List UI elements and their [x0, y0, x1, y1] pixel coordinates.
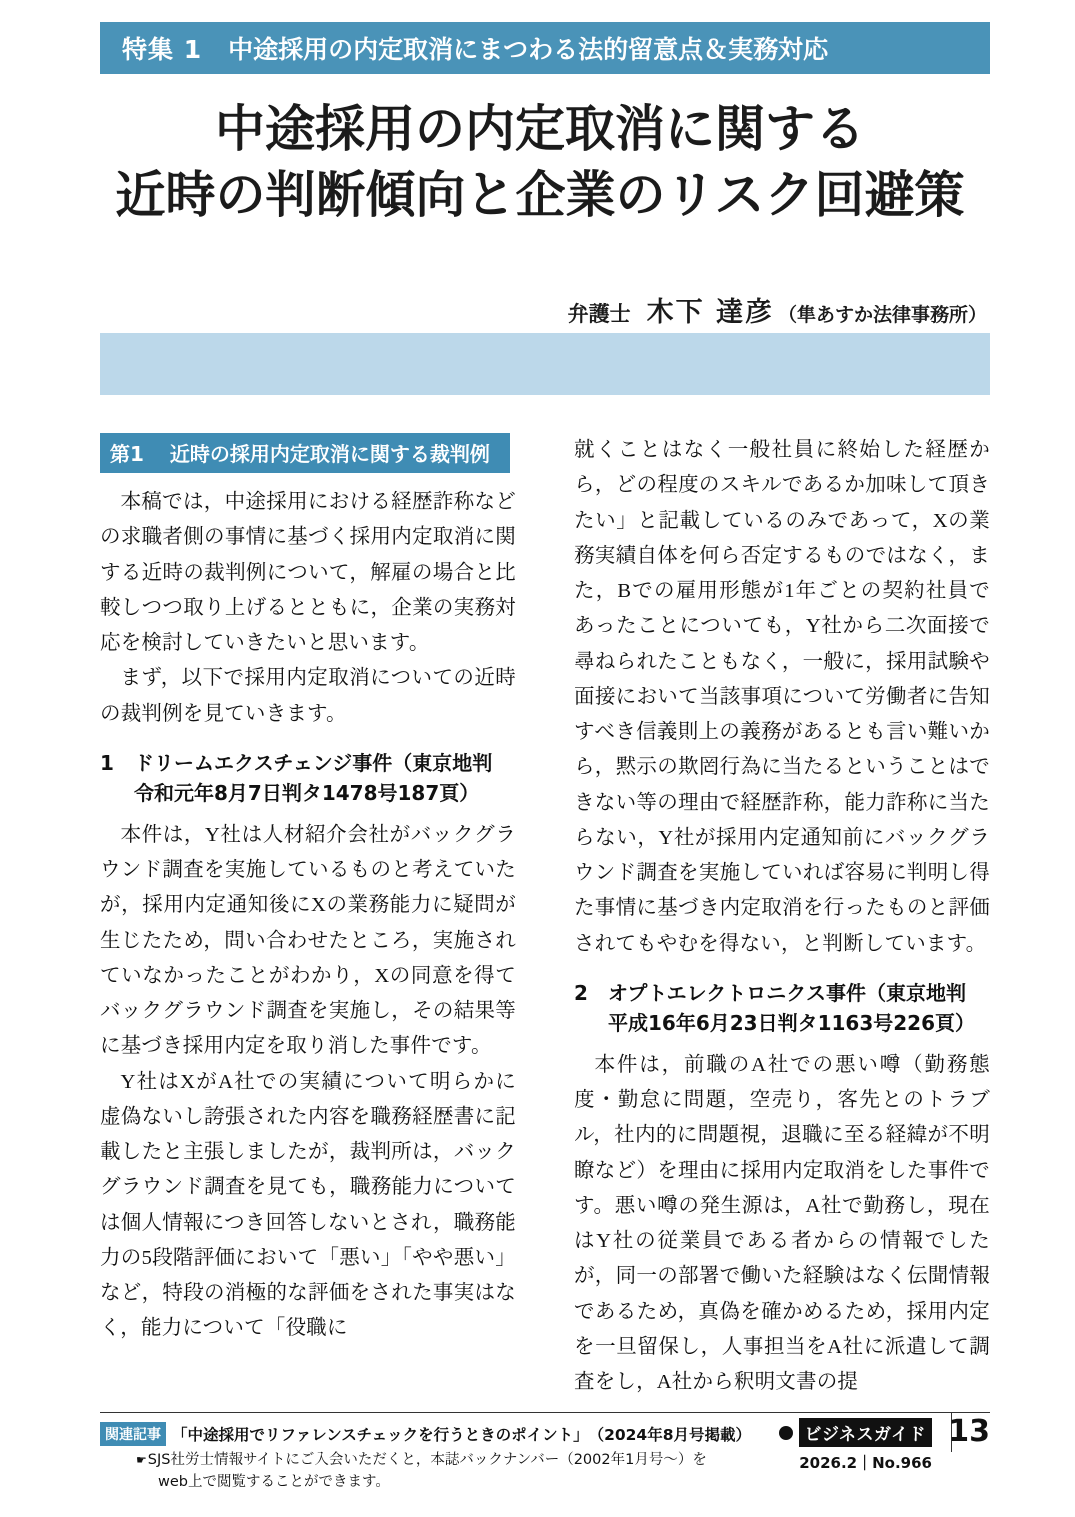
author-byline [568, 290, 987, 329]
article-title-line-1: 中途採用の内定取消に関する [215, 100, 865, 158]
paragraph: まず，以下で採用内定取消についての近時の裁判例を見ていきます。 [100, 667, 516, 725]
right-column [574, 433, 990, 1393]
subsection-title [134, 748, 516, 808]
author-name: 木下 達彦 [646, 297, 774, 328]
paragraph: 本件は，Y社は人材紹介会社がバックグラウンド調査を実施しているものと考えていたが，採用内定通知後にXの業務能力に疑問が生じたため，問い合わせたところ，実施されていなかったことがわかり，Xの同意を得てバックグラウンド調査を実施し，その結果等に基づき採用内定を取り消した事件です。 [100, 823, 516, 1058]
subsection-title-line-1: オプトエレクトロニクス事件（東京地判 [608, 980, 966, 1005]
related-article-row [100, 1422, 751, 1446]
subsection-heading-1 [100, 748, 516, 808]
feature-header-band [100, 22, 990, 74]
paragraph: 本件は，前職のA社での悪い噂（勤務態度・勤怠に問題，空売り，客先とのトラブル，社内的に問題視，退職に至る経緯が不明瞭など）を理由に採用内定取消をした事件です。悪い噂の発生源は，A社で勤務し，現在はY社の従業員である者からの情報でしたが，同一の部署で働いた経験はなく伝聞情報であるため，真偽を確かめるため，採用内定を一旦留保し，人事担当をA社に派遣して調査をし，A社から釈明文書の提 [574, 1053, 990, 1393]
paragraph: 本稿では，中途採用における経歴詐称などの求職者側の事情に基づく採用内定取消に関する近時の裁判例について，解雇の場合と比較しつつ取り上げるとともに，企業の実務対応を検討していきたいと思います。 [100, 491, 516, 654]
subsection-title [608, 978, 990, 1038]
related-article-badge: 関連記事 [100, 1422, 166, 1446]
article-title [60, 96, 1020, 228]
section-number: 第1 [110, 442, 144, 466]
magazine-brand [779, 1418, 932, 1447]
subsection-heading-2 [574, 978, 990, 1038]
subsection-title-line-1: ドリームエクスチェンジ事件（東京地判 [134, 750, 493, 775]
page-number: 13 [948, 1414, 990, 1449]
article-body [100, 433, 990, 1393]
subsection-number: 2 [574, 980, 588, 1005]
section-title: 近時の採用内定取消に関する裁判例 [169, 442, 490, 466]
footer-divider [100, 1412, 990, 1413]
brand-dot-icon [779, 1426, 793, 1440]
subscription-note-line-2: web上で閲覧することができます。 [158, 1473, 390, 1490]
lead-color-band [100, 333, 990, 395]
paragraph: 就くことはなく一般社員に終始した経歴から，どの程度のスキルであるか加味して頂きたい」と記載しているのみであって，Xの業務実績自体を何ら否定するものではなく，また，Bでの雇用形態が1年ごとの契約社員であったことについても，Y社から二次面接で尋ねられたこともなく，一般に，採用試験や面接において当該事項について労働者に告知すべき信義則上の義務があるとも言い難いから，黙示の欺罔行為に当たるということはできない等の理由で経歴詐称，能力詐称に当たらない，Y社が採用内定通知前にバックグラウンド調査を実施していれば容易に判明し得た事情に基づき内定取消を行ったものと評価されてもやむを得ない，と判断しています。 [574, 439, 990, 955]
brand-name: ビジネスガイド [799, 1418, 932, 1447]
subscription-note-line-1: SJS社労士情報サイトにご入会いただくと，本誌バックナンバー（2002年1月号〜）を [147, 1452, 707, 1468]
subsection-number: 1 [100, 750, 114, 775]
paragraph: Y社はXがA社での実績について明らかに虚偽ないし誇張された内容を職務経歴書に記載したと主張しましたが，裁判所は，バックグラウンド調査を見ても，職務能力については個人情報につき回答しないとされ，職務能力の5段階評価において「悪い」「やや悪い」など，特段の消極的な評価をされた事実はなく，能力について「役職に [100, 1070, 516, 1340]
page-footer [100, 1412, 990, 1492]
arrow-icon: ☛ [136, 1453, 146, 1467]
feature-title: 中途採用の内定取消にまつわる法的留意点＆実務対応 [228, 35, 829, 64]
author-affiliation: （隼あすか法律事務所） [777, 304, 987, 326]
author-role: 弁護士 [567, 302, 631, 326]
issue-info: 2026.2｜No.966 [799, 1454, 932, 1472]
feature-label: 特集 1 [122, 35, 203, 64]
subsection-title-line-2: 平成16年6月23日判タ1163号226頁） [608, 1010, 975, 1035]
related-article-title[interactable]: 「中途採用でリファレンスチェックを行うときのポイント」 [172, 1426, 589, 1444]
subscription-note [136, 1450, 707, 1494]
related-article-issue: （2024年8月号掲載） [588, 1426, 752, 1444]
subsection-title-line-2: 令和元年8月7日判タ1478号187頁） [134, 780, 480, 805]
left-column [100, 433, 516, 1393]
section-heading [100, 433, 510, 473]
article-title-line-2: 近時の判断傾向と企業のリスク回避策 [115, 166, 965, 224]
